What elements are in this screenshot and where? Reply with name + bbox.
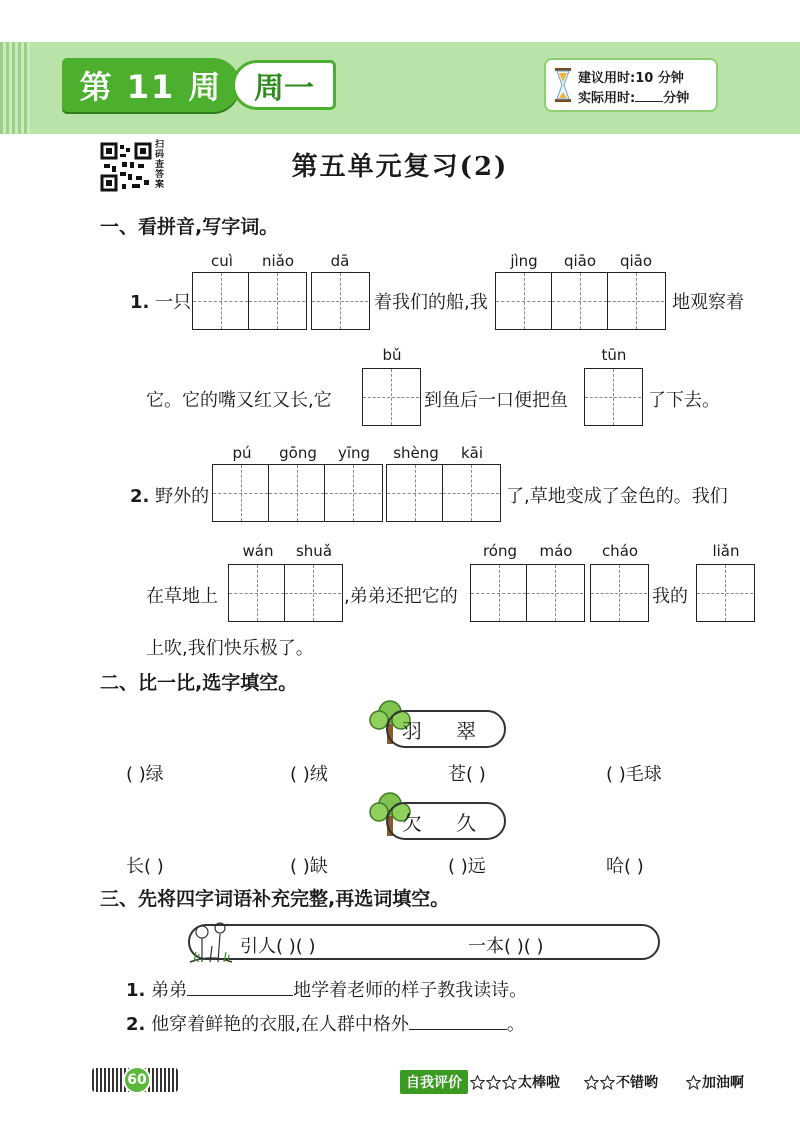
- question-line: [126, 1010, 525, 1036]
- writing-grid[interactable]: [212, 464, 383, 522]
- fill-blank[interactable]: 苍( ): [448, 764, 486, 785]
- pinyin: qiāo: [619, 252, 653, 270]
- writing-grid[interactable]: [584, 368, 643, 426]
- pinyin: shèng: [393, 444, 439, 462]
- pinyin: yīng: [337, 444, 371, 462]
- day-badge: 周一: [232, 60, 336, 110]
- question-text: 到鱼后一口便把鱼: [424, 390, 568, 411]
- page-stack-edge: [0, 42, 30, 134]
- rating-two-stars[interactable]: [584, 1070, 658, 1094]
- writing-grid[interactable]: [228, 564, 343, 622]
- fill-blank[interactable]: ( )远: [448, 856, 486, 877]
- actual-time-unit: 分钟: [663, 91, 690, 106]
- question-text: 野外的: [155, 486, 210, 507]
- pinyin: pú: [232, 444, 252, 462]
- pinyin: tūn: [601, 346, 627, 364]
- actual-time: [578, 87, 689, 106]
- writing-grid[interactable]: [495, 272, 666, 330]
- pinyin: liǎn: [712, 542, 740, 560]
- question-text: 了下去。: [648, 390, 720, 411]
- answer-blank[interactable]: [409, 1014, 507, 1030]
- idiom-blank[interactable]: 引人( )( ): [240, 936, 316, 957]
- star-icon: [600, 1075, 615, 1090]
- character-pair-box: 欠 久: [386, 802, 506, 840]
- star-icon: [486, 1075, 501, 1090]
- writing-grid[interactable]: [590, 564, 649, 622]
- idiom-blank[interactable]: 一本( )( ): [468, 936, 544, 957]
- question-text: 着我们的船,我: [374, 292, 488, 313]
- question-text: 上吹,我们快乐极了。: [146, 638, 314, 659]
- writing-grid[interactable]: [192, 272, 307, 330]
- section1-heading: 一、看拼音,写字词。: [100, 216, 279, 238]
- question-text: 。: [506, 1014, 525, 1035]
- rating-label: 太棒啦: [518, 1075, 560, 1091]
- actual-time-label: 实际用时:: [578, 91, 636, 106]
- time-box: [546, 60, 716, 110]
- fill-blank[interactable]: ( )绒: [290, 764, 328, 785]
- pinyin: gōng: [279, 444, 317, 462]
- pinyin: kāi: [460, 444, 484, 462]
- section2-heading: 二、比一比,选字填空。: [100, 672, 298, 694]
- section3-heading: 三、先将四字词语补充完整,再选词填空。: [100, 888, 450, 910]
- fill-blank[interactable]: 长( ): [126, 856, 164, 877]
- pinyin: shuǎ: [295, 542, 333, 560]
- star-icon: [686, 1075, 701, 1090]
- pinyin: bǔ: [382, 346, 402, 364]
- question-text: ,弟弟还把它的: [344, 586, 458, 607]
- fill-blank[interactable]: 哈( ): [606, 856, 644, 877]
- question-number: 1.: [126, 980, 146, 1001]
- qr-label: 扫码查答案: [155, 140, 165, 190]
- question-number: 1.: [130, 292, 150, 313]
- pinyin: qiāo: [563, 252, 597, 270]
- pinyin: dā: [330, 252, 350, 270]
- question-number: 2.: [126, 1014, 146, 1035]
- rating-label: 不错哟: [616, 1075, 658, 1091]
- question-text: 它。它的嘴又红又长,它: [146, 390, 332, 411]
- fill-blank[interactable]: ( )毛球: [606, 764, 662, 785]
- pinyin: róng: [482, 542, 518, 560]
- question-line: [126, 976, 527, 1002]
- pinyin: cuì: [211, 252, 233, 270]
- pinyin: wán: [242, 542, 274, 560]
- pinyin: máo: [539, 542, 573, 560]
- rating-one-star[interactable]: [686, 1070, 744, 1094]
- writing-grid[interactable]: [362, 368, 421, 426]
- hourglass-icon: [554, 68, 572, 102]
- question-text: 了,草地变成了金色的。我们: [506, 486, 728, 507]
- character-pair-box: 羽 翠: [386, 710, 506, 748]
- actual-time-blank[interactable]: [635, 90, 663, 102]
- page-title: 第五单元复习(2): [291, 152, 509, 182]
- pinyin: cháo: [601, 542, 639, 560]
- week-badge: 第 11 周: [62, 58, 240, 112]
- self-eval-label: 自我评价: [400, 1070, 468, 1094]
- page-number: 60: [123, 1066, 151, 1094]
- pinyin: niǎo: [261, 252, 295, 270]
- question-line: [130, 288, 191, 314]
- answer-blank[interactable]: [187, 980, 293, 996]
- question-text: 地观察着: [672, 292, 744, 313]
- pinyin: jìng: [510, 252, 538, 270]
- suggested-time: 建议用时:10 分钟: [578, 71, 684, 86]
- question-text: 一只: [155, 292, 192, 313]
- question-text: 在草地上: [146, 586, 218, 607]
- flower-icon: [188, 918, 234, 964]
- rating-three-stars[interactable]: [470, 1070, 560, 1094]
- writing-grid[interactable]: [470, 564, 585, 622]
- question-number: 2.: [130, 486, 150, 507]
- question-text: 地学着老师的样子教我读诗。: [293, 980, 528, 1001]
- fill-blank[interactable]: ( )绿: [126, 764, 164, 785]
- writing-grid[interactable]: [696, 564, 755, 622]
- star-icon: [584, 1075, 599, 1090]
- star-icon: [502, 1075, 517, 1090]
- writing-grid[interactable]: [311, 272, 370, 330]
- question-text: 弟弟: [151, 980, 188, 1001]
- fill-blank[interactable]: ( )缺: [290, 856, 328, 877]
- writing-grid[interactable]: [386, 464, 501, 522]
- question-line: [130, 482, 209, 508]
- question-text: 他穿着鲜艳的衣服,在人群中格外: [151, 1014, 409, 1035]
- question-text: 我的: [652, 586, 688, 607]
- star-icon: [470, 1075, 485, 1090]
- rating-label: 加油啊: [702, 1075, 744, 1091]
